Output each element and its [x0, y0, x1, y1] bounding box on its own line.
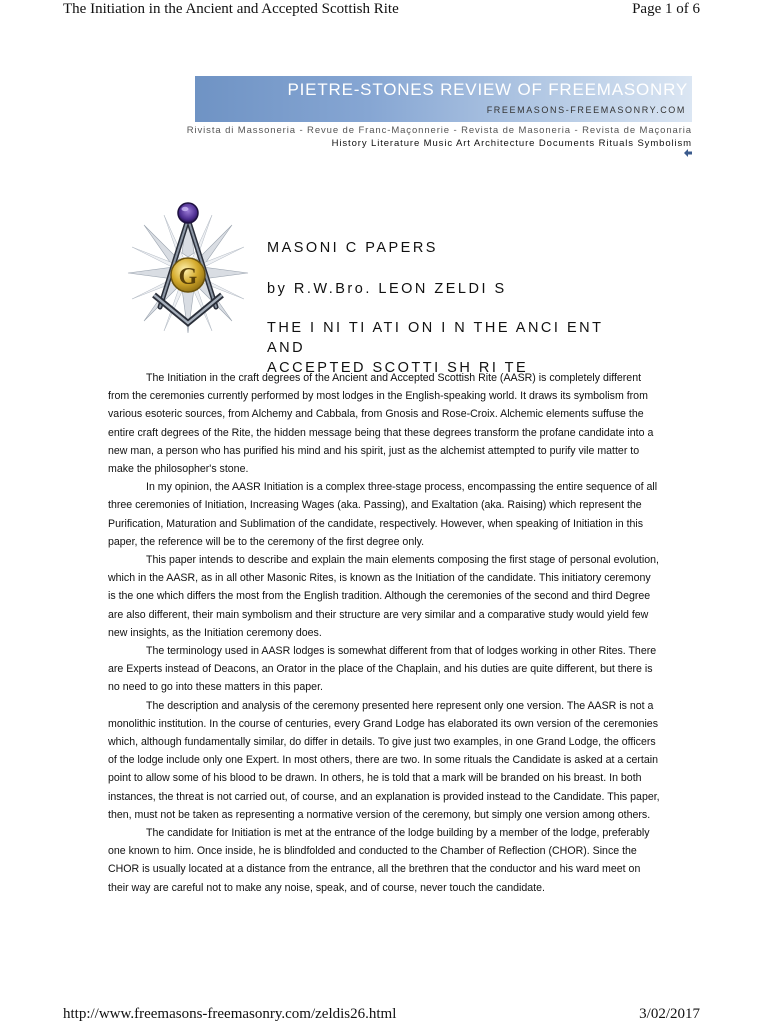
article-title-line-2: ACCEPTED SCOTTI SH RI TE — [267, 360, 529, 376]
article-body — [108, 369, 660, 897]
paragraph: The candidate for Initiation is met at the entrance of the lodge building by a member of the lodge, preferably one known to him. Once inside, he is blindfolded and conducted to the Chamber of Reflection (CHOR). Since the CHOR is usually located at a distance from the entrance, all the brethren that the conductor and his ward meet on their way are careful not to make any noise, speak, and of course, never touch the candidate. — [108, 827, 650, 894]
section-heading: MASONI C PAPERS — [267, 240, 438, 256]
paragraph: This paper intends to describe and explain the main elements composing the first stage of personal evolution, which in the AASR, as in all other Masonic Rites, is known as the Initiation of the candidate. This initiatory ceremony is the one which differs the most from the English tradition. Although the ceremonies of the second and third Degree are also different, their main symbolism and their structure are very similar and a comparative study would yield few new insights, as the Initiation ceremony does. — [108, 554, 659, 639]
back-arrow-icon[interactable] — [683, 148, 693, 158]
svg-text:G: G — [178, 264, 198, 290]
paragraph: The Initiation in the craft degrees of the Ancient and Accepted Scottish Rite (AASR) is completely different from the ceremonies currently performed by most lodges in the English-speaking world. It draws its symbolism from various esoteric sources, from Alchemy and Cabbala, from Gnosis and Rose-Croix. Alchemic elements suffuse the entire craft degrees of the Rite, the hidden message being that these degrees transform the profane candidate into a new man, a person who has purified his mind and his spirit, just as the alchemist attempted to purify vile matter to make the philosopher's stone. — [108, 372, 654, 476]
banner-subtitle: FREEMASONS-FREEMASONRY.COM — [486, 105, 686, 115]
paragraph: The description and analysis of the ceremony presented here represent only one version. The AASR is not a monolithic institution. In the course of centuries, every Grand Lodge has elaborated its own version of the ceremonies which, although fundamentally similar, do differ in details. To give just two examples, in one Grand Lodge, the officers of the lodge include only one Expert. In most others, there are two. In some rituals the Candidate is asked at a certain point to allow some of his blood to be drawn. In others, he is told that a mark will be branded on his breast. In both instances, the threat is not carried out, of course, and an explanation is provided instead to the Candidate. This paper, then, must not be taken as representing a normative version of the ceremony, but simply one version among others. — [108, 699, 660, 821]
tagline-topics: History Literature Music Art Architecture Documents Rituals Symbolism — [331, 138, 692, 149]
print-footer-url[interactable]: http://www.freemasons-freemasonry.com/zeldis26.html — [63, 1006, 397, 1022]
paragraph: In my opinion, the AASR Initiation is a complex three-stage process, encompassing the entire sequence of all three ceremonies of Initiation, Increasing Wages (aka. Passing), and Exaltation (aka. Raising) which represent the Purification, Maturation and Sublimation of the candidate, respectively. However, when speaking of Initiation in this paper, the reference will be to the ceremony of the first degree only. — [108, 481, 658, 548]
author-byline: by R.W.Bro. LEON ZELDI S — [267, 281, 507, 297]
tagline-languages: Rivista di Massoneria - Revue de Franc-Maçonnerie - Revista de Masoneria - Revista de Maçonaria — [186, 125, 692, 136]
print-footer-date: 3/02/2017 — [639, 1006, 700, 1022]
square-and-compasses-g-emblem — [124, 195, 252, 341]
site-banner[interactable] — [195, 76, 692, 122]
banner-title: PIETRE-STONES REVIEW OF FREEMASONRY — [287, 80, 688, 99]
article-title-line-1: THE I NI TI ATI ON I N THE ANCI ENT AND — [267, 320, 604, 356]
paragraph: The terminology used in AASR lodges is somewhat different from that of lodges working in other Rites. There are Experts instead of Deacons, an Orator in the place of the Chaplain, and his duties are quite different, but there is no need to go into these matters in this paper. — [108, 645, 657, 694]
print-header-title: The Initiation in the Ancient and Accepted Scottish Rite — [63, 1, 399, 17]
print-header-page-number: Page 1 of 6 — [632, 1, 700, 17]
